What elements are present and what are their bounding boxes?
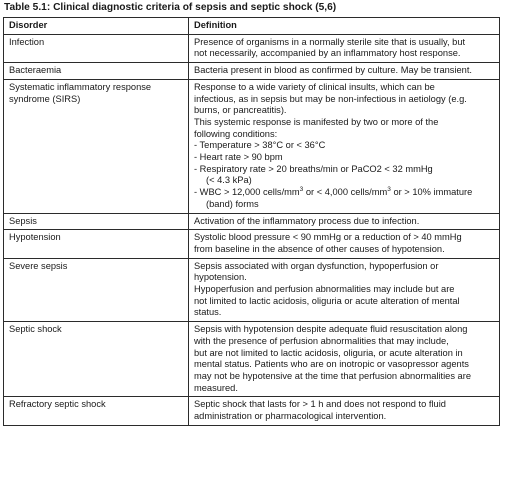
definition-line: from baseline in the absence of other causes of hypotension. xyxy=(194,243,445,254)
definition-line: Hypoperfusion and perfusion abnormalities may include but are xyxy=(194,284,455,295)
definition-cell xyxy=(189,79,500,213)
definition-line: This systemic response is manifested by two or more of the xyxy=(194,116,439,127)
table-row xyxy=(4,397,500,425)
disorder-line: syndrome (SIRS) xyxy=(9,93,81,104)
disorder-cell: Severe sepsis xyxy=(4,258,189,322)
definition-line: Activation of the inflammatory process due to infection. xyxy=(194,215,420,226)
table-header-row xyxy=(4,18,500,35)
table-row xyxy=(4,213,500,230)
definition-cell xyxy=(189,397,500,425)
definition-cell xyxy=(189,258,500,322)
definition-line: but are not limited to lactic acidosis, oliguria, or acute alteration in xyxy=(194,347,463,358)
criterion-respiratory-rate-cont: (< 4.3 kPa) xyxy=(206,175,252,186)
definition-line: Systolic blood pressure < 90 mmHg or a reduction of > 40 mmHg xyxy=(194,232,462,243)
definition-cell xyxy=(189,213,500,230)
disorder-cell: Hypotension xyxy=(4,230,189,258)
definition-line: hypotension. xyxy=(194,272,247,283)
disorder-line: Systematic inflammatory response xyxy=(9,81,152,92)
table-row xyxy=(4,258,500,322)
table-row xyxy=(4,34,500,62)
definition-cell xyxy=(189,63,500,80)
superscript: 3 xyxy=(299,186,304,194)
definition-line: mental status. Patients who are on inotropic or vasopressor agents xyxy=(194,359,469,370)
definition-line: Septic shock that lasts for > 1 h and does not respond to fluid xyxy=(194,399,446,410)
wbc-text: - WBC > 12,000 cells/mm xyxy=(194,187,300,198)
definition-line: measured. xyxy=(194,382,238,393)
definition-line: not limited to lactic acidosis, oliguria or acute alteration of mental xyxy=(194,295,460,306)
criterion-wbc-cont: (band) forms xyxy=(206,198,259,209)
disorder-cell: Sepsis xyxy=(4,213,189,230)
table-row xyxy=(4,322,500,397)
wbc-text: or > 10% immature xyxy=(390,187,473,198)
definition-line: may not be hypotensive at the time that perfusion abnormalities are xyxy=(194,370,471,381)
disorder-cell: Bacteraemia xyxy=(4,63,189,80)
criterion-temperature: - Temperature > 38°C or < 36°C xyxy=(194,140,326,151)
table-row xyxy=(4,230,500,258)
definition-line: status. xyxy=(194,307,222,318)
disorder-cell: Infection xyxy=(4,34,189,62)
definition-line: Presence of organisms in a normally sterile site that is usually, but xyxy=(194,36,466,47)
definition-line: administration or pharmacological intervention. xyxy=(194,411,387,422)
table-row xyxy=(4,79,500,213)
sepsis-criteria-table xyxy=(3,17,500,426)
definition-cell xyxy=(189,230,500,258)
definition-line: Sepsis with hypotension despite adequate fluid resuscitation along xyxy=(194,324,468,335)
definition-line: not necessarily, accompanied by an inflammatory host response. xyxy=(194,48,461,59)
criterion-wbc xyxy=(194,187,495,199)
wbc-text: or < 4,000 cells/mm xyxy=(303,187,388,198)
definition-cell xyxy=(189,34,500,62)
table-row xyxy=(4,63,500,80)
table-caption: Table 5.1: Clinical diagnostic criteria of sepsis and septic shock (5,6) xyxy=(4,2,337,13)
definition-line: Sepsis associated with organ dysfunction, hypoperfusion or xyxy=(194,260,439,271)
definition-line: Response to a wide variety of clinical insults, which can be xyxy=(194,81,435,92)
definition-line: with the presence of perfusion abnormalities that may include, xyxy=(194,335,449,346)
criterion-respiratory-rate: - Respiratory rate > 20 breaths/min or PaCO2 < 32 mmHg xyxy=(194,163,433,174)
definition-line: burns, or pancreatitis). xyxy=(194,105,287,116)
definition-line: Bacteria present in blood as confirmed by culture. May be transient. xyxy=(194,65,473,76)
disorder-cell: Septic shock xyxy=(4,322,189,397)
definition-line: infectious, as in sepsis but may be non-infectious in aetiology (e.g. xyxy=(194,93,467,104)
header-disorder: Disorder xyxy=(4,18,189,35)
disorder-cell: Refractory septic shock xyxy=(4,397,189,425)
disorder-cell xyxy=(4,79,189,213)
criterion-heart-rate: - Heart rate > 90 bpm xyxy=(194,152,283,163)
definition-line: following conditions: xyxy=(194,128,278,139)
definition-cell xyxy=(189,322,500,397)
header-definition: Definition xyxy=(189,18,500,35)
superscript: 3 xyxy=(387,186,391,194)
